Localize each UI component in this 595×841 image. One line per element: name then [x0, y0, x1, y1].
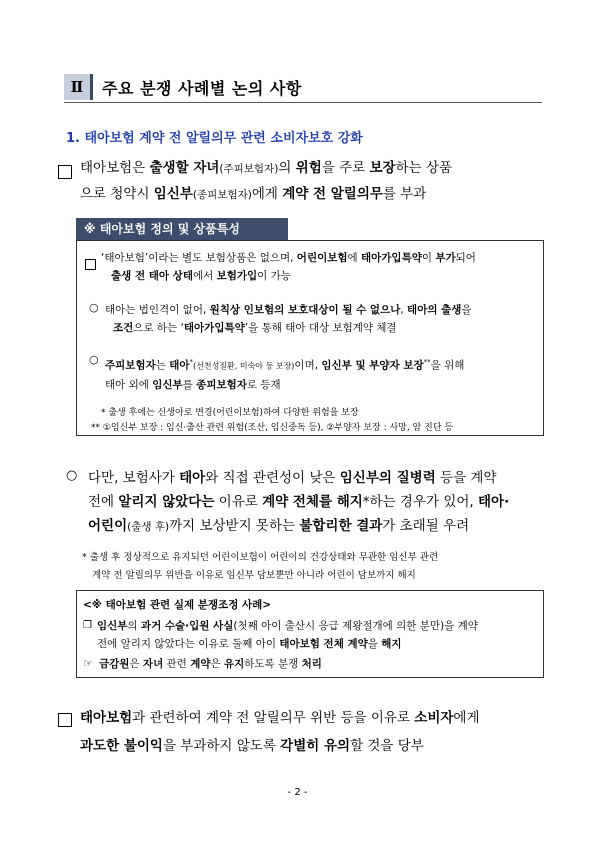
text-run: 임신부의 질병력 [339, 470, 436, 486]
text-run: 불합리한 결과 [299, 518, 383, 534]
text-run: 하도록 분쟁 [244, 658, 302, 670]
text-run: 에 [347, 252, 361, 264]
text-run: 위험 [295, 160, 322, 176]
text-run: 임신부 [97, 620, 128, 632]
footnote [82, 549, 438, 585]
square-bullet-icon: ❐ [83, 620, 92, 631]
text-run: 유지 [223, 658, 245, 670]
text-run: 어린이 [88, 518, 128, 534]
text-run: 를 부과 [382, 186, 427, 202]
text-run: 하는 상품 [395, 160, 453, 176]
text-run: 전에 [88, 494, 119, 510]
text-run: 태아· [477, 494, 510, 510]
text-run: (선천성질환, 미숙아 등 보장) [193, 361, 295, 371]
text-run: (종피보험자) [192, 189, 252, 201]
text-run: 태아보험 [80, 710, 133, 726]
text-run: 을 [461, 304, 472, 316]
section-divider [64, 102, 542, 103]
text-run: ** [423, 358, 431, 366]
text-run: 원칙상 인보험의 보호대상이 될 수 없으나 [209, 304, 401, 316]
checkbox-square-icon [58, 163, 72, 182]
text-run: (첫째 아이 출산시 응급 제왕절개에 의한 분만)을 계약 [233, 620, 478, 632]
text-run: 이며, [294, 359, 322, 372]
text-run: 처리 [301, 658, 322, 670]
page-number: - 2 - [287, 787, 308, 798]
text-run: (출생 후) [127, 521, 170, 533]
text-run: 에게 [251, 186, 283, 202]
text-run: 보장 [369, 160, 396, 176]
text-run: 알리지 않았다는 [118, 494, 215, 510]
text-run: 이 [421, 252, 436, 264]
text-run: 로 등재 [246, 378, 281, 391]
text-run: ’을 통해 태아 대상 보험계약 체결 [244, 322, 397, 334]
text-run: 출생할 자녀 [149, 160, 220, 176]
circle-bullet-icon: ○ [89, 353, 99, 366]
text-run: 각별히 유의 [280, 738, 351, 754]
text-run: 과 관련하여 계약 전 알릴의무 위반 등을 이유로 [132, 710, 415, 726]
text-run: 을 부과하지 않도록 [162, 738, 281, 754]
text-run: 으로 하는 ‘ [133, 322, 184, 334]
text-run: 의 [127, 620, 141, 632]
text-run: 계약 [190, 658, 211, 670]
paragraph-1 [80, 156, 452, 208]
section-title: 주요 분쟁 사례별 논의 사항 [102, 79, 302, 98]
case-result [99, 655, 322, 673]
definition-box [76, 240, 544, 436]
footnote-line-1: * 출생 후 정상적으로 유지되던 어린이보험이 어린이의 건강상태와 무관한 임신부 관련 [82, 552, 439, 563]
text-run: 는 [155, 359, 170, 372]
text-run: 태아 [169, 359, 190, 372]
text-run: 보험가입 [216, 270, 258, 282]
text-run: 를 [182, 378, 197, 391]
text-run: *하는 경우가 있어, [362, 494, 478, 510]
text-run: (주피보험자) [219, 163, 279, 175]
text-run: 태아는 법인격이 없어, [105, 304, 210, 316]
text-run: 은 [129, 658, 143, 670]
text-run: 할 것을 당부 [350, 738, 424, 754]
definition-note-2: ** ①임신부 보장 : 임신·출산 관련 위험(조산, 임신중독 등), ②부양자 보장 : 사망, 암 진단 등 [91, 423, 454, 433]
text-run: 가 초래될 우려 [382, 518, 470, 534]
circle-bullet-icon: ○ [89, 301, 99, 314]
text-run: 전에 알리지 않았다는 이유로 둘째 아이 [97, 638, 280, 650]
text-run: 임신부 [152, 378, 183, 391]
pointing-hand-icon: ☞ [83, 657, 93, 670]
text-run: 과거 수술·입원 사실 [140, 620, 234, 632]
circle-bullet-icon: ○ [66, 468, 78, 483]
text-run: 와 직접 관련성이 낮은 [205, 470, 340, 486]
text-run: 부가 [435, 252, 456, 264]
text-run: 태아보험은 [80, 160, 150, 176]
definition-item-2 [105, 301, 472, 337]
text-run: 까지 보상받지 못하는 [169, 518, 300, 534]
text-run: 태아의 출생 [407, 304, 462, 316]
text-run: 종피보험자 [196, 378, 247, 391]
text-run: ‘태아보험’이라는 별도 보험상품은 없으며, [101, 252, 297, 264]
checkbox-square-icon [85, 254, 96, 273]
text-run: 태아 [179, 470, 206, 486]
case-title: <※ 태아보험 관련 실제 분쟁조정 사례> [83, 599, 272, 611]
text-run: 금감원 [99, 658, 130, 670]
text-run: 다만, 보험사가 [88, 470, 180, 486]
checkbox-square-icon [58, 711, 72, 730]
text-run: 되어 [455, 252, 476, 264]
text-run: 임신부 [153, 186, 193, 202]
text-run: 으로 청약시 [80, 186, 154, 202]
case-body [97, 617, 478, 653]
text-run: , [400, 304, 408, 316]
definition-note-1: * 출생 후에는 신생아로 변경(어린이보험)하여 다양한 위험을 보장 [101, 408, 359, 418]
text-run: 소비자 [414, 710, 454, 726]
text-run: 자녀 [142, 658, 164, 670]
text-run: 조건 [113, 322, 134, 334]
text-run: 임신부 및 부양자 보장 [321, 359, 424, 372]
text-run: 에서 [192, 270, 217, 282]
text-run: 을 [367, 638, 382, 650]
text-run: 주피보험자 [105, 359, 156, 372]
case-box [76, 590, 544, 678]
text-run: 을 위해 [430, 359, 465, 372]
text-run: 계약 전체를 해지 [262, 494, 363, 510]
text-run: 태아가입특약 [361, 252, 422, 264]
paragraph-3 [80, 704, 480, 760]
text-run: 은 [210, 658, 224, 670]
paragraph-2 [88, 466, 509, 539]
text-run: 어린이보험 [296, 252, 348, 264]
paragraph-1-line-2 [80, 182, 452, 208]
text-run: 출생 전 태아 상태 [111, 270, 193, 282]
footnote-line-2: 계약 전 알릴의무 위반을 이유로 임신부 담보뿐만 아니라 어린이 담보까지 해지 [92, 570, 416, 581]
section-number: Ⅱ [64, 74, 93, 100]
definition-item-1 [101, 249, 476, 285]
text-run: 이유로 [214, 494, 263, 510]
text-run: 과도한 불이익 [80, 738, 163, 754]
text-run: 해지 [381, 638, 402, 650]
text-run: 의 [278, 160, 296, 176]
text-run: 이 가능 [257, 270, 291, 282]
subsection-title: 1. 태아보험 계약 전 알릴의무 관련 소비자보호 강화 [66, 131, 363, 146]
text-run: * [189, 358, 193, 366]
text-run: 을 주로 [321, 160, 370, 176]
text-run: 태아 외에 [105, 378, 153, 391]
text-run: 태아보험 전체 계약 [279, 638, 368, 650]
text-run: 태아가입특약 [183, 322, 245, 334]
text-run: 계약 전 알릴의무 [282, 186, 383, 202]
paragraph-1-line-1 [80, 156, 452, 182]
text-run: 에게 [453, 710, 480, 726]
definition-box-header: ※ 태아보험 정의 및 상품특성 [76, 218, 288, 240]
definition-item-3 [105, 353, 464, 394]
text-run: 등을 계약 [435, 470, 497, 486]
text-run: 관련 [163, 658, 191, 670]
